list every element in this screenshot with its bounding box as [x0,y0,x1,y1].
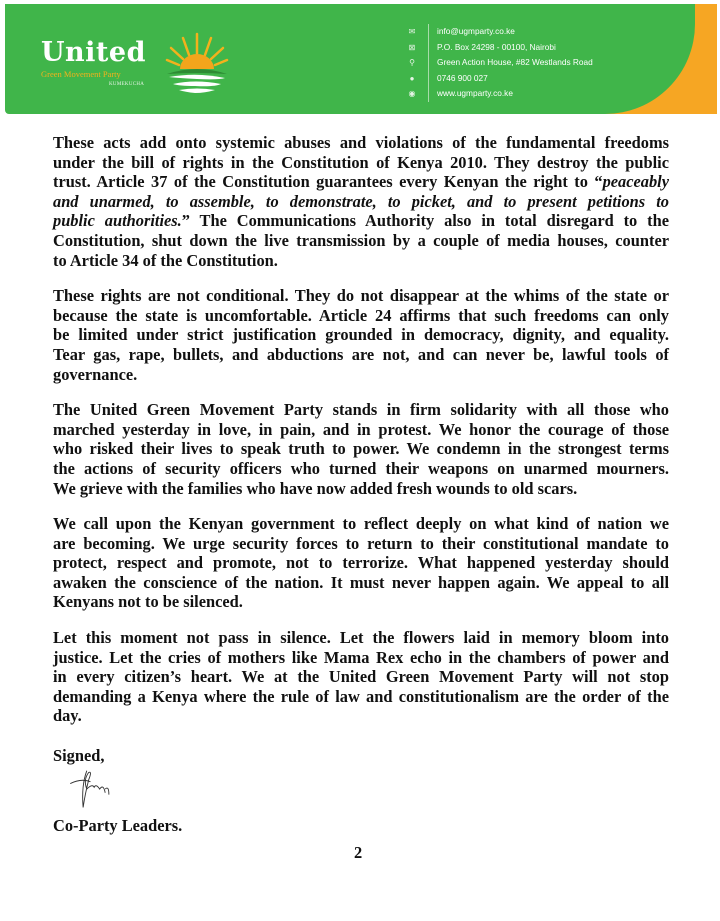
paragraph [53,400,669,498]
paragraph [53,514,669,612]
text-line [53,667,669,687]
text-segment: Kenyans not to be silenced. [53,592,243,612]
contact-item [408,86,593,102]
text-segment: because the state is uncomfortable. Article 24 affirms that such freedoms can only [53,305,669,325]
text-segment: are becoming. We urge security forces to return to their constitutional mandate to [53,533,669,553]
text-line [53,648,669,668]
paragraph [53,286,669,384]
text-segment: Let this moment not pass in silence. Let the flowers laid in memory bloom into [53,628,669,648]
logo-wordmark: United [41,37,146,68]
text-line [53,231,669,251]
letterhead [5,4,717,114]
contact-text: info@ugmparty.co.ke [437,26,515,36]
signed-label: Signed, [53,746,105,765]
text-line [53,420,669,440]
text-segment: in every citizen’s heart. We at the United Green Movement Party will not stop [53,667,669,687]
text-segment: awaken the conscience of the nation. It must never happen again. We appeal to all [53,572,669,592]
italic-quote-text: and unarmed, to assemble, to demonstrate, to picket, and to present petitions to [53,191,669,211]
text-segment: marched yesterday in love, in pain, and in protest. We honor the courage of those [53,419,669,439]
text-line [53,133,669,153]
text-line [53,306,669,326]
contact-text: www.ugmparty.co.ke [437,88,513,98]
sun-logo-icon [165,32,229,94]
text-segment: trust. Article 37 of the Constitution guarantees every Kenyan the right to “ [53,172,603,192]
text-segment: We grieve with the families who have now added fresh wounds to old scars. [53,478,578,498]
text-line [53,479,669,499]
text-segment: ” The Communications Authority also in total disregard to the [181,211,669,231]
text-line [53,286,669,306]
contact-item [409,71,593,87]
text-segment: We call upon the Kenyan government to reflect deeply on what kind of nation we [53,514,669,534]
text-line [53,400,669,420]
text-line [53,345,669,365]
contact-list [408,24,593,102]
page-number: 2 [354,843,363,862]
text-line [53,706,669,726]
handwritten-signature [66,767,126,813]
letterhead-band [5,4,695,114]
contact-text: Green Action House, #82 Westlands Road [437,57,593,67]
text-segment: Tear gas, rape, bullets, and abductions are not, and can never be, lawful tools of [53,344,669,364]
text-segment: be limited under strict justification grounded in democracy, dignity, and equality. [53,325,669,345]
text-line [53,687,669,707]
text-line [53,251,669,271]
text-line [53,514,669,534]
text-line [53,365,669,385]
email-icon: ✉ [408,27,416,36]
text-segment: These rights are not conditional. They do not disappear at the whims of the state or [53,286,669,306]
text-line [53,172,669,192]
logo-tagline: KUMEKUCHA [109,82,145,87]
text-segment: day. [53,706,82,726]
logo-party-name: Green Movement Party [41,69,121,79]
text-line [53,573,669,593]
contact-text: P.O. Box 24298 - 00100, Nairobi [437,41,556,52]
phone-icon: ● [409,73,415,83]
contact-item [408,24,593,40]
text-line [53,325,669,345]
text-line [53,192,669,212]
paragraph [53,133,669,270]
text-line [53,459,669,479]
mailbox-icon: ⊠ [408,42,416,52]
paragraph [53,628,669,726]
text-segment: to Article 34 of the Constitution. [53,250,278,270]
location-pin-icon: ⚲ [409,58,415,67]
text-segment: protect, respect and promote, not to terrorize. What happened yesterday should [53,553,669,573]
text-segment: These acts add onto systemic abuses and violations of the fundamental freedoms [53,133,669,152]
text-line [53,628,669,648]
text-line [53,211,669,231]
contact-item [408,40,593,56]
contact-item [409,55,593,71]
text-segment: governance. [53,364,138,384]
signatory: Co-Party Leaders. [53,816,183,835]
text-segment: under the bill of rights in the Constitution of Kenya 2010. They destroy the public [53,152,669,172]
text-segment: justice. Let the cries of mothers like Mama Rex echo in the chambers of power and [53,647,669,667]
text-segment: who risked their lives to speak truth to power. We condemn in the strongest terms [53,439,669,459]
text-segment: The United Green Movement Party stands in firm solidarity with all those who [53,400,669,420]
text-line [53,592,669,612]
italic-quote-text: public authorities. [53,211,182,231]
text-segment: the actions of security officers who turned their weapons on unarmed mourners. [53,458,669,478]
text-line [53,439,669,459]
web-icon: ◉ [408,89,416,98]
italic-quote-text: peaceably [602,172,669,192]
text-segment: Constitution, shut down the live transmission by a couple of media houses, counter [53,230,669,250]
contact-text: 0746 900 027 [437,72,488,83]
text-line [53,153,669,173]
text-line [53,553,669,573]
letter-body [53,133,669,726]
text-segment: demanding a Kenya where the rule of law and constitutionalism are the order of the [53,686,669,706]
text-line [53,534,669,554]
